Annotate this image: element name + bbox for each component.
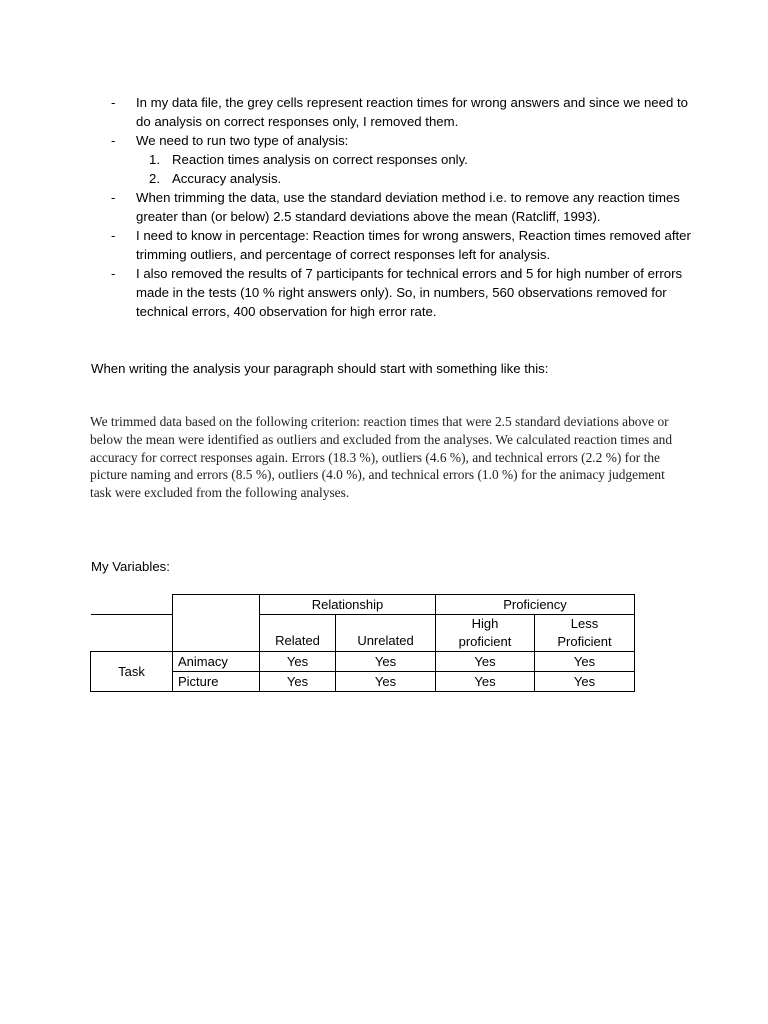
header-unrelated: Unrelated [336,615,436,652]
item-number: 2. [149,171,160,186]
table-cell: Yes [436,672,535,692]
item-number: 1. [149,152,160,167]
table-subheader-row [91,615,635,652]
bullet-item-analysis-types [111,131,691,188]
row-group-task: Task [91,652,173,692]
row-label-animacy: Animacy [173,652,260,672]
table-cell: Yes [336,652,436,672]
header-less-proficient [535,615,635,652]
variables-table [90,594,635,692]
bullet-item-data-file [111,93,691,131]
variables-label: My Variables: [91,559,170,574]
bullet-item-trimming [111,188,691,226]
header-proficiency: Proficiency [436,595,635,615]
bullet-marker: - [111,95,116,110]
table-row [91,672,635,692]
header-high-proficient [436,615,535,652]
table-empty-cell [91,615,173,652]
table-cell: Yes [260,652,336,672]
header-less-line2: Proficient [557,634,612,649]
table-header-row [91,595,635,615]
sample-paragraph: We trimmed data based on the following criterion: reaction times that were 2.5 standard deviations above or below the mean were identified as outliers and excluded from the analyses. We calculated reaction times and accuracy for correct responses again. Errors (18.3 %), outliers (4.6 %), and technical errors (2.2 %) for the picture naming and errors (8.5 %), outliers (4.0 %), and technical errors (1.0 %) for the animacy judgement task were excluded from the following analyses. [90,414,673,501]
bullet-marker: - [111,228,116,243]
table-cell: Yes [336,672,436,692]
table-empty-cell [91,595,173,615]
table-cell: Yes [535,672,635,692]
bullet-marker: - [111,133,116,148]
header-related: Related [260,615,336,652]
analysis-lead-text: When writing the analysis your paragraph should start with something like this: [91,361,549,376]
numbered-sublist [136,150,691,188]
table-row [91,652,635,672]
table-empty-cell [173,595,260,652]
bullet-marker: - [111,190,116,205]
bullet-item-percentages [111,226,691,264]
bullet-text: When trimming the data, use the standard deviation method i.e. to remove any reaction times greater than (or below) 2.5 standard deviations above the mean (Ratcliff, 1993). [136,190,680,224]
item-text: Reaction times analysis on correct responses only. [172,152,468,167]
instruction-bullet-list [111,93,691,321]
header-less-line1: Less [570,616,599,631]
header-relationship: Relationship [260,595,436,615]
bullet-text: I need to know in percentage: Reaction times for wrong answers, Reaction times removed after trimming outliers, and percentage of correct responses left for analysis. [136,228,691,262]
row-label-picture: Picture [173,672,260,692]
table-cell: Yes [260,672,336,692]
bullet-text: In my data file, the grey cells represent reaction times for wrong answers and since we need to do analysis on correct responses only, I removed them. [136,95,688,129]
bullet-text: I also removed the results of 7 participants for technical errors and 5 for high number of errors made in the tests (10 % right answers only). So, in numbers, 560 observations removed for technical errors, 400 observation for high error rate. [136,266,683,319]
header-high-line2: proficient [458,634,512,649]
table-cell: Yes [436,652,535,672]
header-high-line1: High [471,616,499,631]
numbered-item-reaction-times [136,150,691,169]
bullet-marker: - [111,266,116,281]
numbered-item-accuracy [136,169,691,188]
bullet-item-removed-participants [111,264,691,321]
item-text: Accuracy analysis. [172,171,282,186]
bullet-text: We need to run two type of analysis: [136,133,349,148]
table-cell: Yes [535,652,635,672]
